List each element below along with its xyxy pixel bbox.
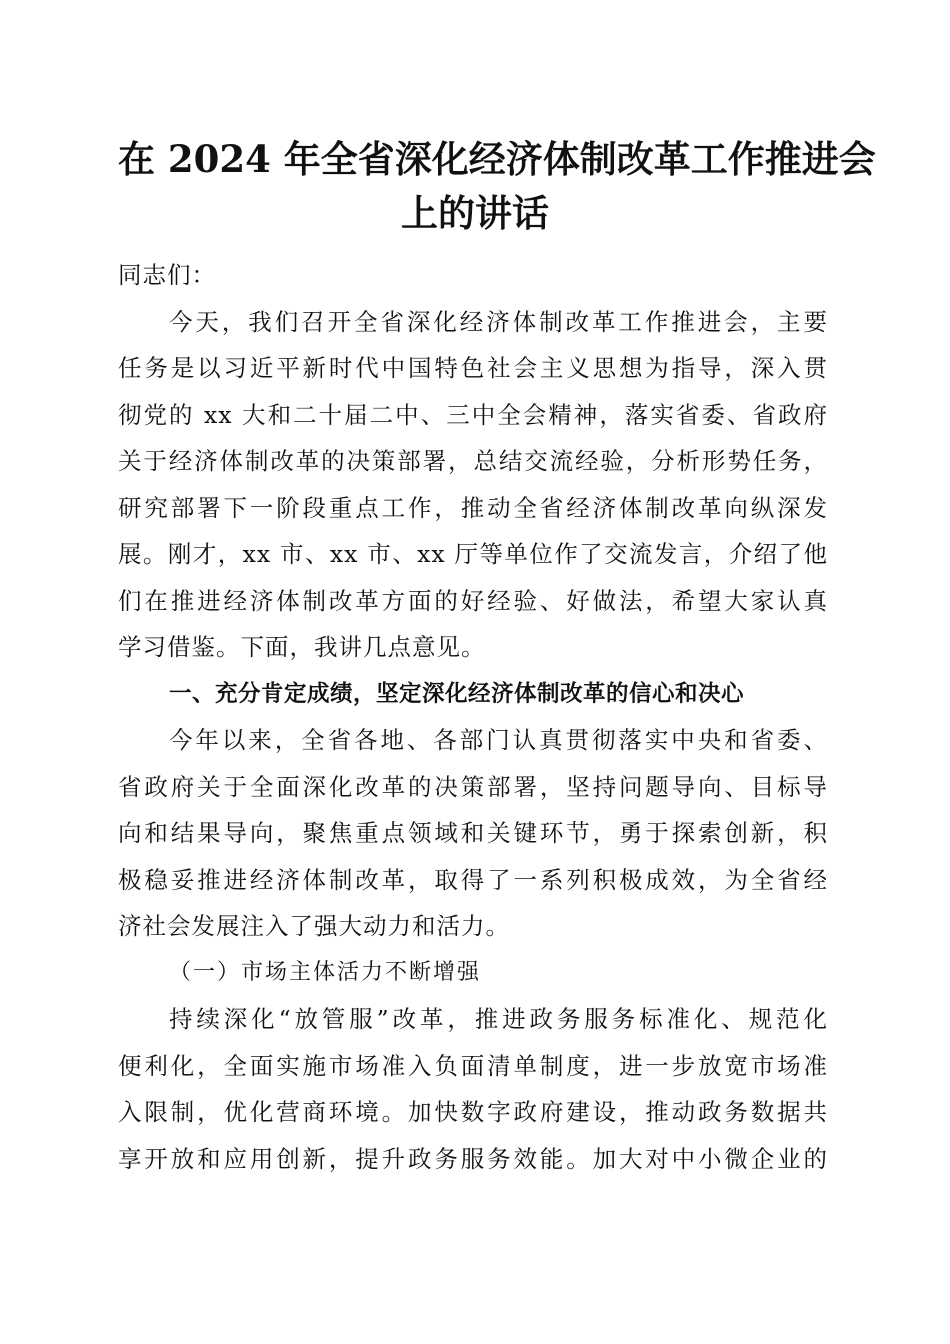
paragraph-line: 关于经济体制改革的决策部署，总结交流经验，分析形势任务， xyxy=(118,447,828,475)
paragraph-line: 们在推进经济体制改革方面的好经验、好做法，希望大家认真 xyxy=(118,586,828,615)
paragraph-line: 展。刚才，xx 市、xx 市、xx 厅等单位作了交流发言，介绍了他 xyxy=(118,540,828,568)
paragraph-2 xyxy=(118,717,828,950)
paragraph-line: 持续深化“放管服”改革，推进政务服务标准化、规范化 xyxy=(169,1005,828,1033)
paragraph-line: 省政府关于全面深化改革的决策部署，坚持问题导向、目标导 xyxy=(118,772,828,801)
paragraph-line: 便利化，全面实施市场准入负面清单制度，进一步放宽市场准 xyxy=(118,1051,828,1080)
paragraph-line: 彻党的 xx 大和二十届二中、三中全会精神，落实省委、省政府 xyxy=(118,400,828,429)
paragraph-line: 极稳妥推进经济体制改革，取得了一系列积极成效，为全省经 xyxy=(118,865,828,894)
paragraph-line: 入限制，优化营商环境。加快数字政府建设，推动政务数据共 xyxy=(118,1098,828,1126)
title-line-2: 上的讲话 xyxy=(401,191,549,235)
document-title xyxy=(118,132,876,240)
paragraph-line: 学习借鉴。下面，我讲几点意见。 xyxy=(118,633,486,661)
paragraph-line: 向和结果导向，聚焦重点领域和关键环节，勇于探索创新，积 xyxy=(118,819,828,847)
paragraph-line: 今年以来，全省各地、各部门认真贯彻落实中央和省委、 xyxy=(169,726,828,754)
paragraph-line: 享开放和应用创新，提升政务服务效能。加大对中小微企业的 xyxy=(118,1144,828,1173)
section-heading: 一、充分肯定成绩，坚定深化经济体制改革的信心和决心 xyxy=(169,680,745,707)
paragraph-line: 研究部署下一阶段重点工作，推动全省经济体制改革向纵深发 xyxy=(118,493,828,522)
paragraph-line: 任务是以习近平新时代中国特色社会主义思想为指导，深入贯 xyxy=(118,354,828,382)
subsection-heading: （一）市场主体活力不断增强 xyxy=(169,959,482,985)
paragraph-3 xyxy=(118,996,828,1182)
paragraph-line: 济社会发展注入了强大动力和活力。 xyxy=(118,912,510,940)
paragraph-line: 今天，我们召开全省深化经济体制改革工作推进会，主要 xyxy=(169,307,828,336)
paragraph-1 xyxy=(118,299,828,671)
salutation: 同志们： xyxy=(118,261,216,289)
document-body xyxy=(118,252,828,1182)
title-line-1: 在 2024 年全省深化经济体制改革工作推进会 xyxy=(118,137,876,181)
